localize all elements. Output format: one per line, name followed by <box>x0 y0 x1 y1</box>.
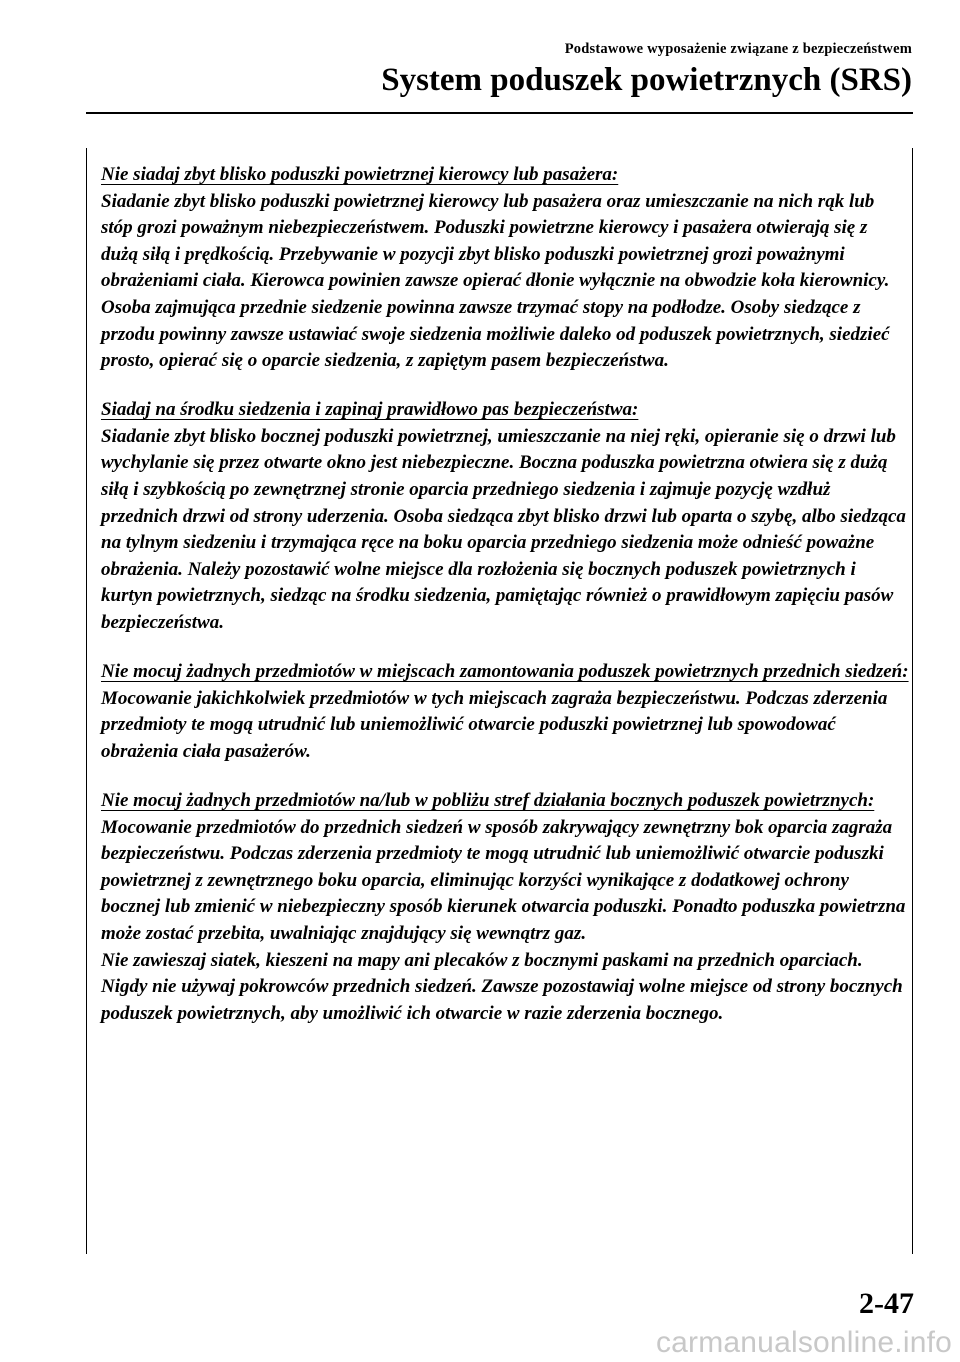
warning-section-seat-center <box>101 397 909 636</box>
watermark: carmanualsonline.info <box>655 1326 952 1359</box>
section-heading: Nie siadaj zbyt blisko poduszki powietrznej kierowcy lub pasażera: <box>101 164 619 185</box>
section-body: Mocowanie przedmiotów do przednich siedzeń w sposób zakrywający zewnętrzny bok oparcia zagraża bezpieczeństwu. Podczas zderzenia przedmioty te mogą utrudnić lub uniemożliwić otwarcie poduszki powietrznej z zewnętrznego boku oparcia, eliminując korzyści wynikające z dodatkowej ochrony bocznej lub zmienić w niebezpieczny sposób kierunek otwarcia poduszki. Ponadto poduszka powietrzna może zostać przebita, uwalniając znajdujący się wewnątrz gaz. <box>101 816 906 944</box>
chapter-subtitle: Podstawowe wyposażenie związane z bezpieczeństwem <box>564 41 912 57</box>
section-heading: Nie mocuj żadnych przedmiotów w miejscach zamontowania poduszek powietrznych przednich siedzeń: <box>101 661 909 683</box>
section-heading: Siadaj na środku siedzenia i zapinaj prawidłowo pas bezpieczeństwa: <box>101 399 639 421</box>
section-body: Siadanie zbyt blisko bocznej poduszki powietrznej, umieszczanie na niej ręki, opieranie się o drzwi lub wychylanie się przez otwarte okno jest niebezpieczne. Boczna poduszka powietrzna otwiera się z dużą siłą i szybkością po zewnętrznej stronie oparcia przedniego siedzenia i zajmuje pozycję wzdłuż przednich drzwi od strony uderzenia. Osoba siedząca zbyt blisko drzwi lub oparta o szybę, albo siedząca na tylnym siedzeniu i trzymająca ręce na boku oparcia przedniego siedzenia może odnieść poważne obrażenia. Należy pozostawić wolne miejsce dla rozłożenia się bocznych poduszek powietrznych i kurtyn powietrznych, siedząc na środku siedzenia, pamiętając również o prawidłowym zapięciu pasów bezpieczeństwa. <box>101 425 906 633</box>
header-divider <box>86 112 913 114</box>
page-number: 2-47 <box>859 1287 914 1320</box>
warning-section-driver-passenger <box>101 162 909 375</box>
section-body-continued: Nie zawieszaj siatek, kieszeni na mapy ani plecaków z bocznymi paskami na przednich oparciach. Nigdy nie używaj pokrowców przednich siedzeń. Zawsze pozostawiaj wolne miejsce od strony bocznych poduszek powietrznych, aby umożliwić ich otwarcie w razie zderzenia bocznego. <box>101 949 903 1024</box>
section-body: Siadanie zbyt blisko poduszki powietrznej kierowcy lub pasażera oraz umieszczanie na nich rąk lub stóp grozi poważnym niebezpieczeństwem. Poduszki powietrzne kierowcy i pasażera otwierają się z dużą siłą i prędkością. Przebywanie w pozycji zbyt blisko poduszki powietrznej grozi poważnymi obrażeniami ciała. Kierowca powinien zawsze opierać dłonie wyłącznie na obwodzie koła kierownicy. Osoba zajmująca przednie siedzenie powinna zawsze trzymać stopy na podłodze. Osoby siedzące z przodu powinny zawsze ustawiać swoje siedzenia możliwie daleko od poduszek powietrznych, siedzieć prosto, opierać się o oparcie siedzenia, z zapiętym pasem bezpieczeństwa. <box>101 190 890 372</box>
warning-section-side-airbag-objects <box>101 788 909 1027</box>
warning-section-front-airbag-objects <box>101 659 909 765</box>
page-header <box>0 40 912 100</box>
page-title: System poduszek powietrznych (SRS) <box>381 62 912 98</box>
section-body: Mocowanie jakichkolwiek przedmiotów w tych miejscach zagraża bezpieczeństwu. Podczas zderzenia przedmioty te mogą utrudnić lub uniemożliwić otwarcie poduszki powietrznej lub spowodować obrażenia ciała pasażerów. <box>101 687 888 762</box>
section-heading: Nie mocuj żadnych przedmiotów na/lub w pobliżu stref działania bocznych poduszek powietrznych: <box>101 789 875 811</box>
warning-content <box>101 162 909 1050</box>
